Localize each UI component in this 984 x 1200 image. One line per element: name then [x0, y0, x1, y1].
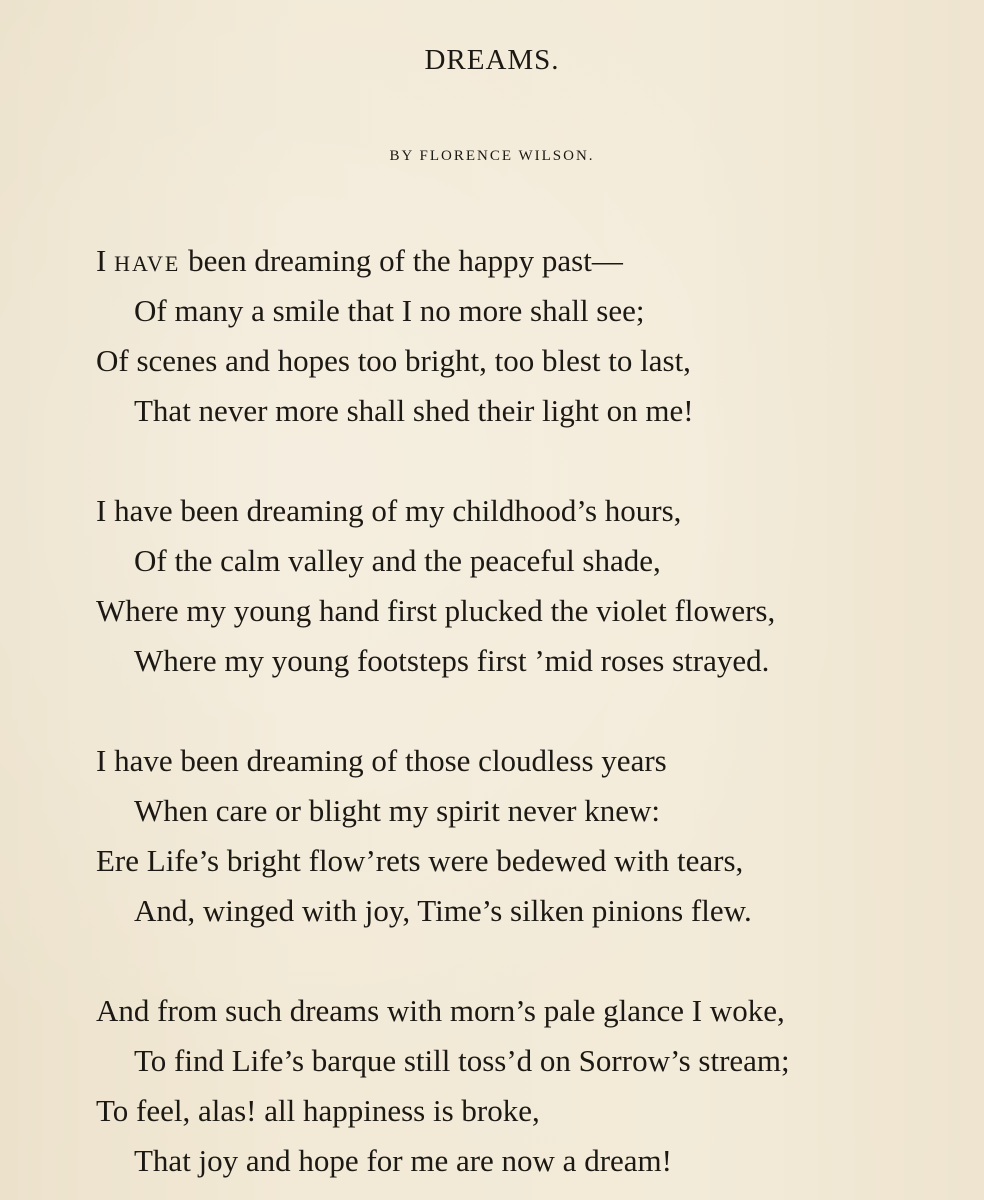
poem-line: Where my young hand first plucked the violet flowers,: [96, 593, 776, 628]
poem-line: Of the calm valley and the peaceful shade,: [134, 543, 661, 578]
poem-line: That never more shall shed their light on me!: [134, 393, 694, 428]
poem-title: DREAMS.: [424, 44, 560, 76]
poem-line: To find Life’s barque still toss’d on Sorrow’s stream;: [134, 1043, 790, 1078]
stanza-2: [0, 486, 984, 686]
poem-line: And from such dreams with morn’s pale glance I woke,: [96, 993, 785, 1028]
poem-line: Where my young footsteps first ’mid roses strayed.: [134, 643, 770, 678]
poem-line: Of scenes and hopes too bright, too blest to last,: [96, 343, 691, 378]
poem-line: Ere Life’s bright flow’rets were bedewed with tears,: [96, 843, 744, 878]
poem-line: Of many a smile that I no more shall see;: [134, 293, 645, 328]
poem-byline: BY FLORENCE WILSON.: [389, 148, 595, 164]
stanza-3: [0, 736, 984, 936]
poem-line: [0, 236, 984, 286]
poem-line: That joy and hope for me are now a dream!: [134, 1143, 672, 1178]
poem-line: To feel, alas! all happiness is broke,: [96, 1093, 540, 1128]
poem-line-smallcaps: HAVE: [114, 251, 181, 276]
poem-line-rest: been dreaming of the happy past—: [180, 243, 623, 278]
stanza-1: [0, 236, 984, 436]
poem-line: I have been dreaming of my childhood’s hours,: [96, 493, 682, 528]
poem-line-lead: I: [96, 243, 115, 278]
poem-line: I have been dreaming of those cloudless years: [96, 743, 667, 778]
stanza-4: [0, 986, 984, 1186]
poem-line: And, winged with joy, Time’s silken pinions flew.: [134, 893, 752, 928]
poem-body: [0, 236, 984, 1186]
poem-line: When care or blight my spirit never knew:: [134, 793, 660, 828]
